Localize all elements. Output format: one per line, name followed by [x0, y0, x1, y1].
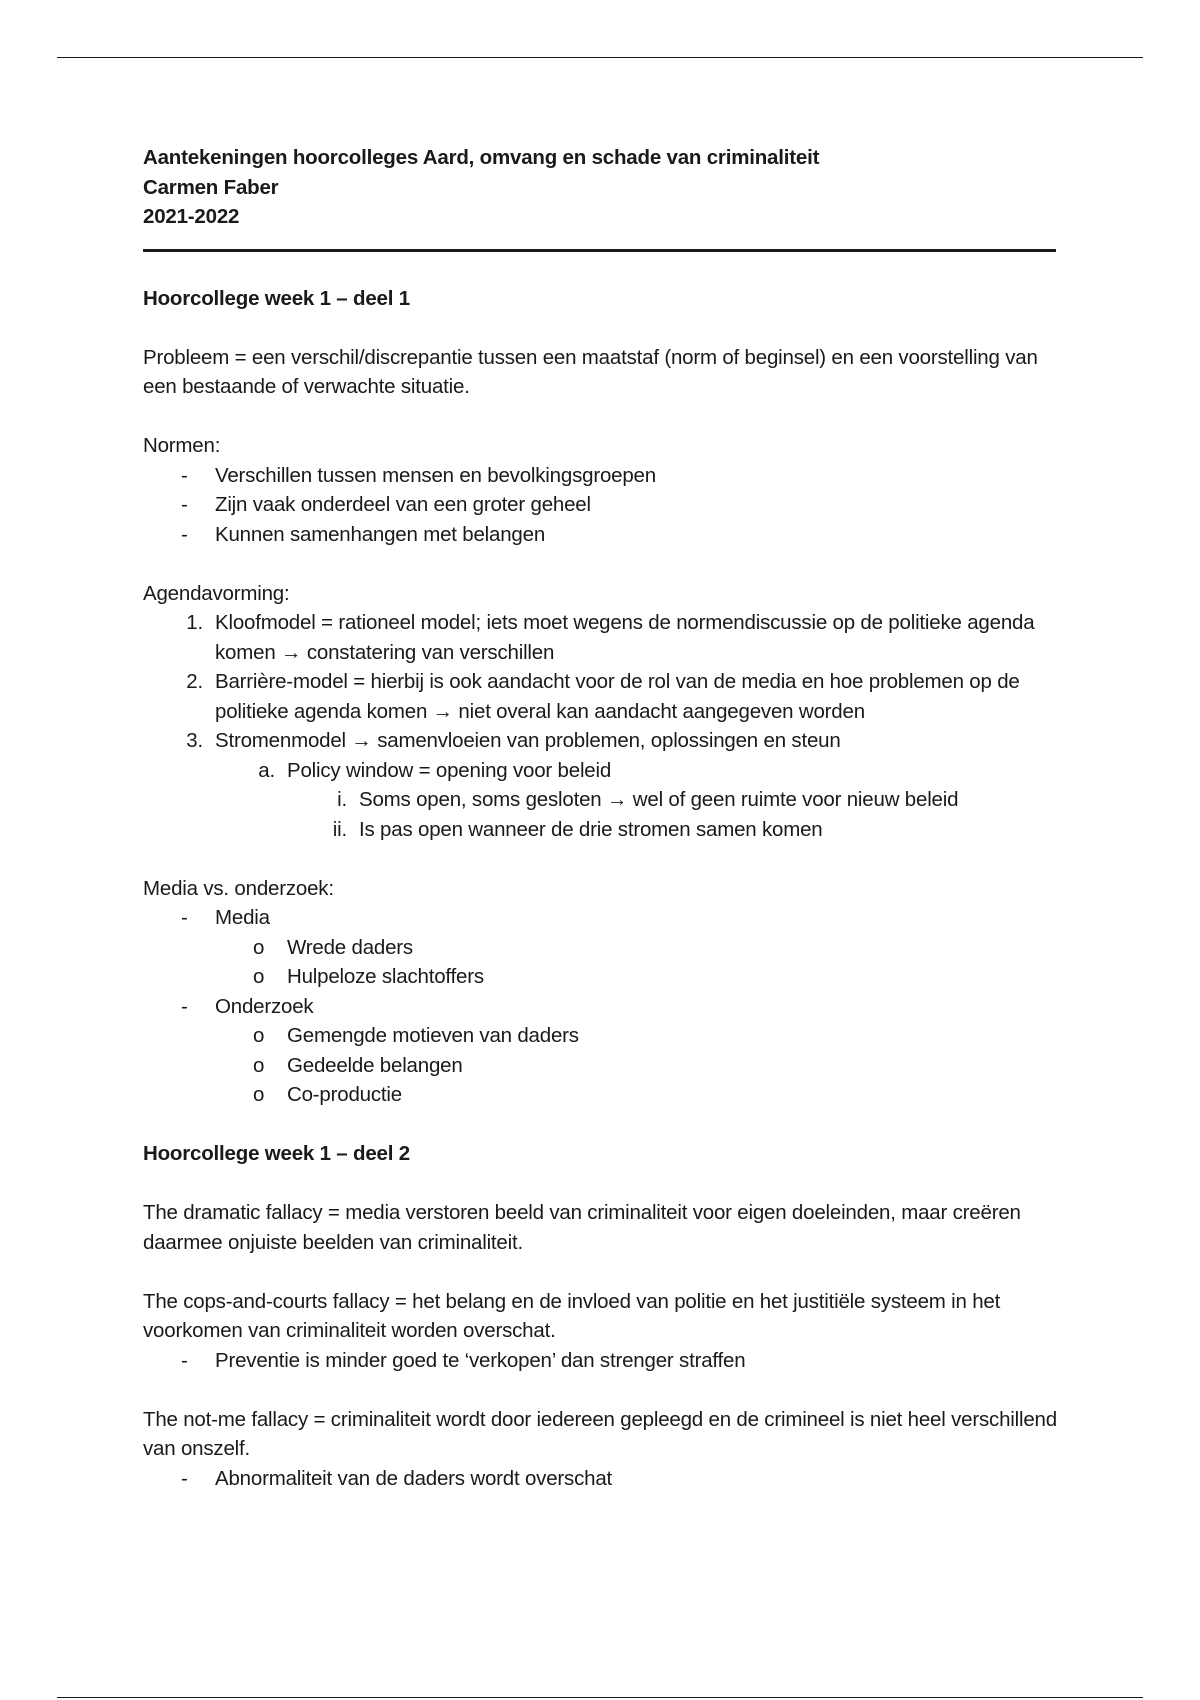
paragraph-not-me-fallacy: The not-me fallacy = criminaliteit wordt door iedereen gepleegd en de crimineel is niet heel verschillend van onszelf.	[143, 1407, 1057, 1460]
label-media-vs-onderzoek: Media vs. onderzoek:	[143, 876, 334, 900]
list-item: 2. Barrière-model = hierbij is ook aandacht voor de rol van de media en hoe problemen op de politieke agenda komen → niet overal kan aandacht aangegeven worden	[186, 670, 1020, 723]
list-item: o Wrede daders	[253, 935, 413, 959]
list-notme	[143, 1464, 1059, 1494]
list-item: - Zijn vaak onderdeel van een groter geheel	[181, 493, 591, 516]
header-divider	[143, 249, 1056, 252]
list-item: - Abnormaliteit van de daders wordt overschat	[181, 1466, 613, 1490]
page-bottom-rule	[57, 1697, 1143, 1698]
list-media-vs-onderzoek	[143, 903, 1059, 1110]
document-header	[143, 143, 1059, 232]
section-heading-week1-part1: Hoorcollege week 1 – deel 1	[143, 286, 410, 310]
list-item: o Gedeelde belangen	[253, 1053, 463, 1077]
list-item: 3. Stromenmodel → samenvloeien van problemen, oplossingen en steun	[186, 729, 841, 752]
document-body	[143, 143, 1059, 1493]
document-author: Carmen Faber	[143, 175, 279, 199]
paragraph-probleem: Probleem = een verschil/discrepantie tussen een maatstaf (norm of beginsel) en een voorstelling van een bestaande of verwachte situatie.	[143, 345, 1038, 398]
paragraph-dramatic-fallacy: The dramatic fallacy = media verstoren beeld van criminaliteit voor eigen doeleinden, maar creëren daarmee onjuiste beelden van criminaliteit.	[143, 1201, 1021, 1254]
list-item: - Preventie is minder goed te ‘verkopen’ dan strenger straffen	[181, 1348, 746, 1372]
list-item: - Onderzoek	[181, 994, 314, 1018]
list-normen	[143, 461, 1059, 550]
document-title: Aantekeningen hoorcolleges Aard, omvang en schade van criminaliteit	[143, 146, 820, 169]
list-item: o Co-productie	[253, 1083, 402, 1106]
list-item: i. Soms open, soms gesloten → wel of geen ruimte voor nieuw beleid	[337, 788, 959, 811]
list-item: a. Policy window = opening voor beleid	[258, 758, 612, 782]
list-item: - Kunnen samenhangen met belangen	[181, 522, 546, 546]
page-top-rule	[57, 57, 1143, 58]
list-item: o Gemengde motieven van daders	[253, 1024, 579, 1047]
list-agendavorming	[143, 608, 1059, 844]
paragraph-cops-and-courts-fallacy: The cops-and-courts fallacy = het belang en de invloed van politie en het justitiële systeem in het voorkomen van criminaliteit worden overschat.	[143, 1289, 1001, 1342]
list-item: o Hulpeloze slachtoffers	[253, 965, 484, 988]
document-year: 2021-2022	[143, 205, 240, 228]
label-normen: Normen:	[143, 434, 221, 457]
list-cops	[143, 1346, 1059, 1376]
list-item: 1. Kloofmodel = rationeel model; iets moet wegens de normendiscussie op de politieke agenda komen → constatering van verschillen	[186, 611, 1035, 664]
list-item: - Media	[181, 906, 270, 929]
list-item: - Verschillen tussen mensen en bevolkingsgroepen	[181, 463, 656, 487]
list-item: ii. Is pas open wanneer de drie stromen samen komen	[332, 817, 823, 841]
label-agendavorming: Agendavorming:	[143, 581, 290, 605]
section-heading-week1-part2: Hoorcollege week 1 – deel 2	[143, 1142, 410, 1165]
